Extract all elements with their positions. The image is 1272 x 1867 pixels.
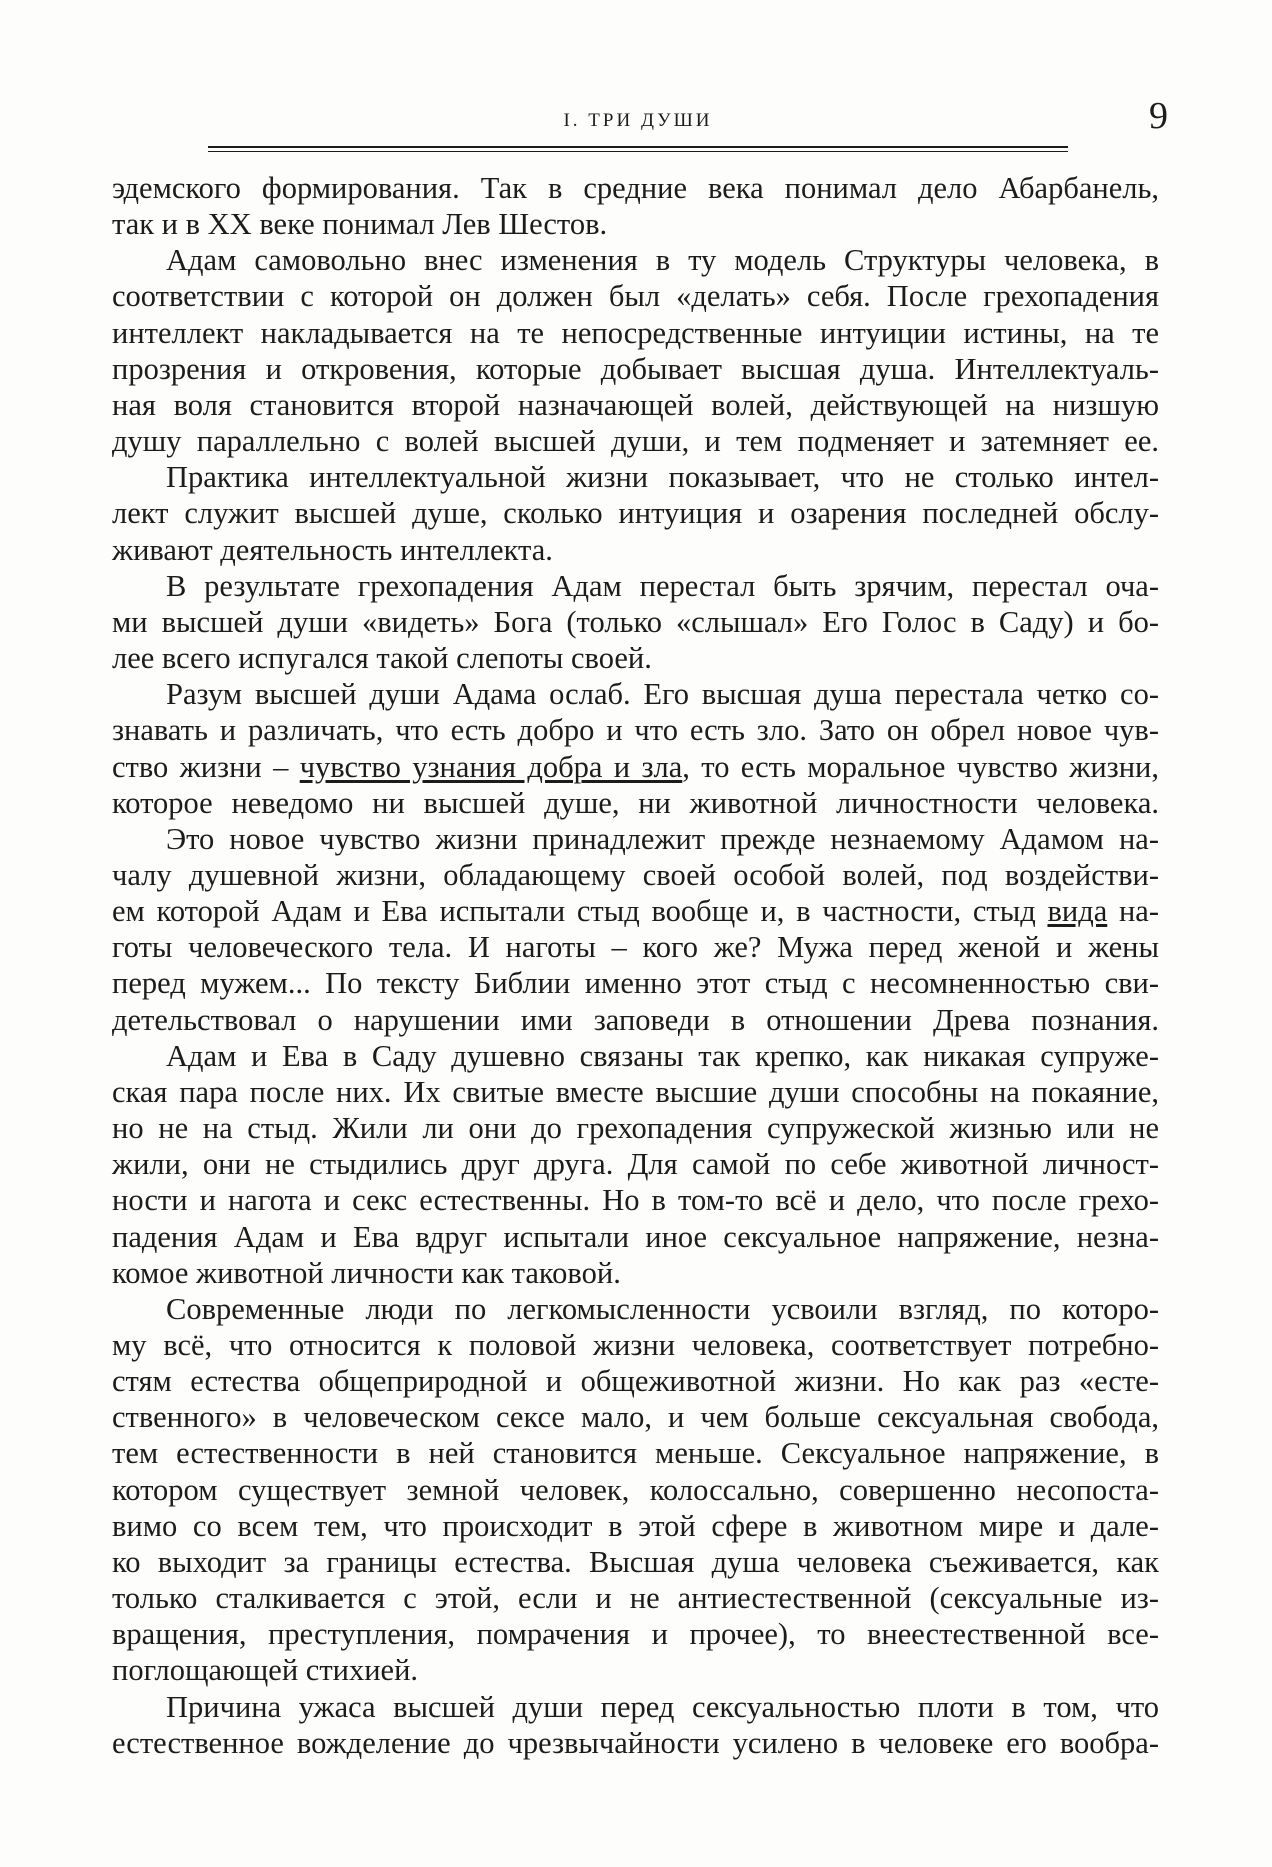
text-line: которое неведомо ни высшей душе, ни животной личностности человека. <box>112 785 1159 820</box>
text-line: живают деятельность интеллекта. <box>112 532 553 567</box>
header-rule-thick <box>208 146 1068 148</box>
text-line: ственного» в человеческом сексе мало, и чем больше сексуальная свобода, <box>112 1400 1159 1435</box>
header-rule-thin <box>208 151 1068 152</box>
text-line: соответствии с которой он должен был «делать» себя. После грехопадения <box>112 279 1159 314</box>
text-line: падения Адам и Ева вдруг испытали иное сексуальное напряжение, незна- <box>112 1219 1159 1254</box>
text-line: комое животной личности как таковой. <box>112 1255 621 1290</box>
text-span: , то есть моральное чувство жизни, <box>682 749 1159 784</box>
text-line: так и в XX веке понимал Лев Шестов. <box>112 207 608 242</box>
text-line: вращения, преступления, помрачения и прочее), то внеестественной все- <box>112 1617 1159 1652</box>
text-line: Это новое чувство жизни принадлежит прежде незнаемому Адамом на- <box>166 821 1159 856</box>
running-head <box>208 92 1168 152</box>
underlined-word: вида <box>1047 894 1108 929</box>
text-line: поглощающей стихией. <box>112 1653 419 1688</box>
text-line: ности и нагота и секс естественны. Но в том-то всё и дело, что после грехо- <box>112 1183 1159 1218</box>
text-line: детельствовал о нарушении ими заповеди в отношении Древа познания. <box>112 1002 1159 1037</box>
text-line: Адам самовольно внес изменения в ту модель Структуры человека, в <box>166 243 1159 278</box>
text-line: лект служит высшей душе, сколько интуиция и озарения последней обслу- <box>112 496 1159 531</box>
text-line: жили, они не стыдились друг друга. Для самой по себе животной личност- <box>112 1147 1159 1182</box>
text-line: знавать и различать, что есть добро и что есть зло. Зато он обрел новое чув- <box>112 713 1159 748</box>
text-line: ная воля становится второй назначающей волей, действующей на низшую <box>112 387 1159 422</box>
text-line: котором существует земной человек, колоссально, совершенно несопоста- <box>112 1472 1159 1507</box>
text-line: ми высшей души «видеть» Бога (только «слышал» Его Голос в Саду) и бо- <box>112 604 1159 639</box>
text-line: интеллект накладывается на те непосредственные интуиции истины, на те <box>112 315 1159 350</box>
text-line: Причина ужаса высшей души перед сексуальностью плоти в том, что <box>166 1689 1159 1724</box>
text-line: Современные люди по легкомысленности усвоили взгляд, по которо- <box>166 1291 1159 1326</box>
page-number: 9 <box>1149 95 1168 137</box>
text-span: ем которой Адам и Ева испытали стыд вообще и, в частности, стыд <box>112 894 1036 929</box>
text-line: естественное вожделение до чрезвычайности усилено в человеке его вообра- <box>112 1725 1159 1760</box>
text-line: душу параллельно с волей высшей души, и тем подменяет и затемняет ее. <box>112 424 1159 459</box>
text-line: Разум высшей души Адама ослаб. Его высшая душа перестала четко со- <box>166 677 1159 712</box>
text-line: прозрения и откровения, которые добывает высшая душа. Интеллектуаль- <box>112 351 1159 386</box>
text-line: эдемского формирования. Так в средние века понимал дело Абарбанель, <box>112 171 1159 205</box>
text-line: Адам и Ева в Саду душевно связаны так крепко, как никакая супруже- <box>166 1038 1159 1073</box>
text-line: чалу душевной жизни, обладающему своей особой волей, под воздействи- <box>112 857 1159 892</box>
text-line: вимо со всем тем, что происходит в этой сфере в животном мире и дале- <box>112 1508 1159 1543</box>
text-span: ство жизни – <box>112 749 289 784</box>
text-line: только сталкивается с этой, если и не антиестественной (сексуальные из- <box>112 1581 1159 1616</box>
text-line-with-underline <box>112 749 1159 785</box>
text-line: тем естественности в ней становится меньше. Сексуальное напряжение, в <box>112 1436 1159 1471</box>
body-text <box>112 170 1159 1761</box>
text-line: му всё, что относится к половой жизни человека, соответствует потребно- <box>112 1328 1159 1362</box>
text-line-with-underline <box>112 893 1159 929</box>
text-line: В результате грехопадения Адам перестал быть зрячим, перестал оча- <box>166 568 1159 603</box>
text-line: Практика интеллектуальной жизни показывает, что не столько интел- <box>166 460 1159 495</box>
text-line: лее всего испугался такой слепоты своей. <box>112 641 652 676</box>
text-line: готы человеческого тела. И наготы – кого же? Мужа перед женой и жены <box>112 930 1159 965</box>
text-line: перед мужем... По тексту Библии именно этот стыд с несомненностью сви- <box>112 966 1159 1001</box>
text-line: но не на стыд. Жили ли они до грехопадения супружеской жизнью или не <box>112 1111 1159 1146</box>
running-title: I. ТРИ ДУШИ <box>563 110 713 131</box>
text-line: стям естества общеприродной и общеживотной жизни. Но как раз «есте- <box>112 1364 1159 1399</box>
text-line: ко выходит за границы естества. Высшая душа человека съеживается, как <box>112 1544 1159 1579</box>
text-span: на- <box>1118 894 1160 929</box>
underlined-phrase: чувство узнания добра и зла <box>299 749 683 784</box>
text-line: ская пара после них. Их свитые вместе высшие души способны на покаяние, <box>112 1074 1159 1109</box>
